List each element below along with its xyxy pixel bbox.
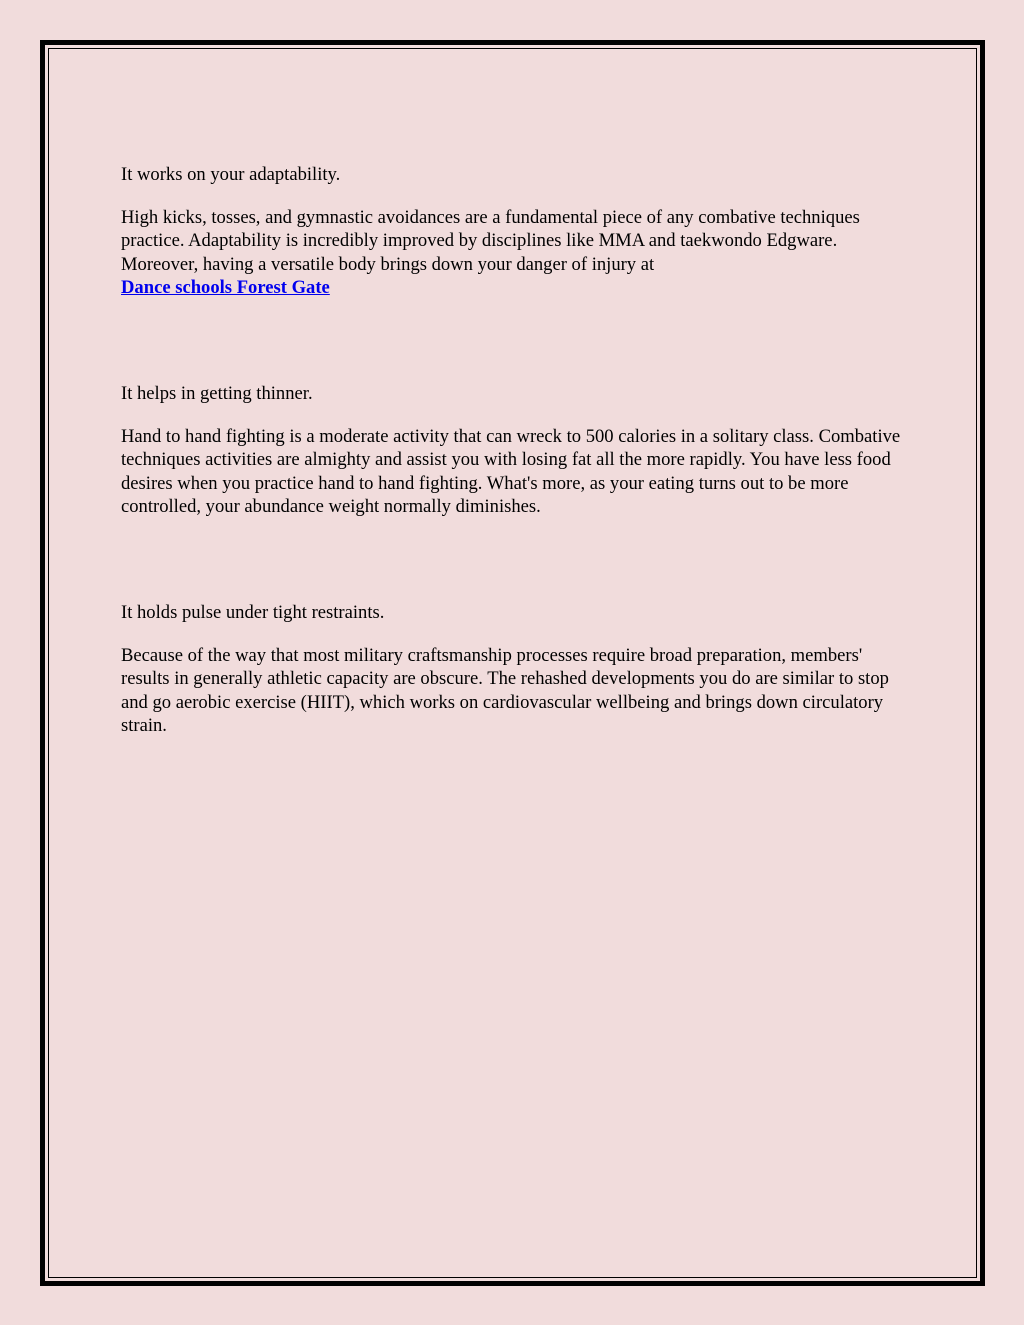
section-heading: It holds pulse under tight restraints. (121, 602, 385, 624)
dance-schools-link[interactable]: Dance schools Forest Gate (121, 276, 330, 298)
section-paragraph: Because of the way that most military craftsmanship processes require broad preparation, members' results in generally athletic capacity are obscure. The rehashed developments you do are similar to stop and go aerobic exercise (HIIT), which works on cardiovascular wellbeing and brings down circulatory strain. (121, 645, 889, 736)
document-body (121, 163, 911, 757)
section-paragraph (121, 206, 911, 299)
paragraph-text: High kicks, tosses, and gymnastic avoidances are a fundamental piece of any combative techniques practice. Adaptability is incredibly improved by disciplines like MMA and taekwondo Edgware. Moreover, having a versatile body brings down your danger of injury at (121, 207, 860, 275)
section-spacer (121, 319, 911, 382)
section-heading: It works on your adaptability. (121, 164, 341, 185)
section-spacer (121, 538, 911, 601)
section-heading: It helps in getting thinner. (121, 383, 313, 405)
section-paragraph: Hand to hand fighting is a moderate activity that can wreck to 500 calories in a solitary class. Combative techniques activities are almighty and assist you with losing fat all the more rapidly. You have less food desires when you practice hand to hand fighting. What's more, as your eating turns out to be more controlled, your abundance weight normally diminishes. (121, 426, 901, 517)
